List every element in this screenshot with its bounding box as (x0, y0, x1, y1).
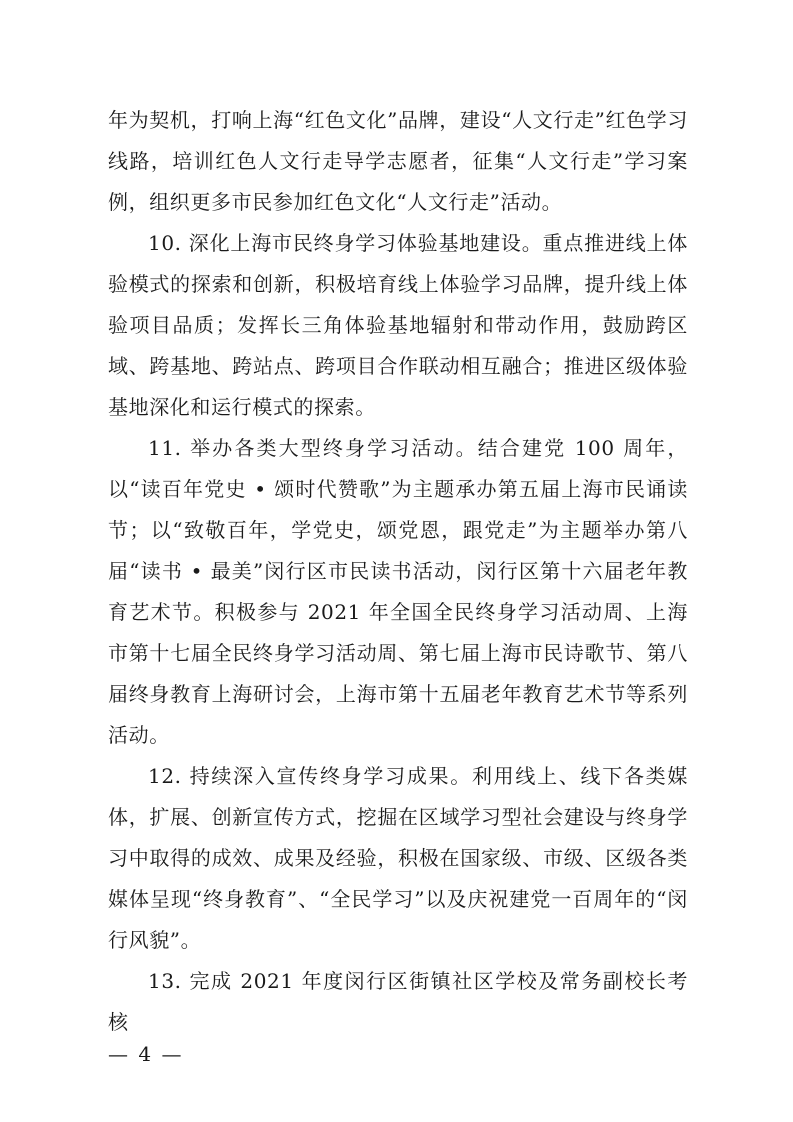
paragraph-item-11: 11. 举办各类大型终身学习活动。结合建党 100 周年，以“读百年党史 • 颂时代赞歌”为主题承办第五届上海市民诵读节；以“致敬百年，学党史，颂党恩，跟党走”为主题举办第八届“读书 • 最美”闵行区市民读书活动，闵行区第十六届老年教育艺术节。积极参与 2021 年全国全民终身学习活动周、上海市第十七届全民终身学习活动周、第七届上海市民诗歌节、第八届终身教育上海研讨会，上海市第十五届老年教育艺术节等系列活动。 (108, 436, 688, 747)
paragraph-continuation: 年为契机，打响上海“红色文化”品牌，建设“人文行走”红色学习线路，培训红色人文行走导学志愿者，征集“人文行走”学习案例，组织更多市民参加红色文化“人文行走”活动。 (108, 108, 688, 214)
page-number: — 4 — (108, 1042, 184, 1066)
paragraph-item-12: 12. 持续深入宣传终身学习成果。利用线上、线下各类媒体，扩展、创新宣传方式，挖掘在区域学习型社会建设与终身学习中取得的成效、成果及经验，积极在国家级、市级、区级各类媒体呈现“终身教育”、“全民学习”以及庆祝建党一百周年的“闵行风貌”。 (108, 764, 688, 952)
paragraph-item-10: 10. 深化上海市民终身学习体验基地建设。重点推进线上体验模式的探索和创新，积极培育线上体验学习品牌，提升线上体验项目品质；发挥长三角体验基地辐射和带动作用，鼓励跨区域、跨基地、跨站点、跨项目合作联动相互融合；推进区级体验基地深化和运行模式的探索。 (108, 231, 688, 419)
paragraph-item-13: 13. 完成 2021 年度闵行区街镇社区学校及常务副校长考核 (108, 969, 688, 1034)
body-text (108, 100, 688, 1043)
